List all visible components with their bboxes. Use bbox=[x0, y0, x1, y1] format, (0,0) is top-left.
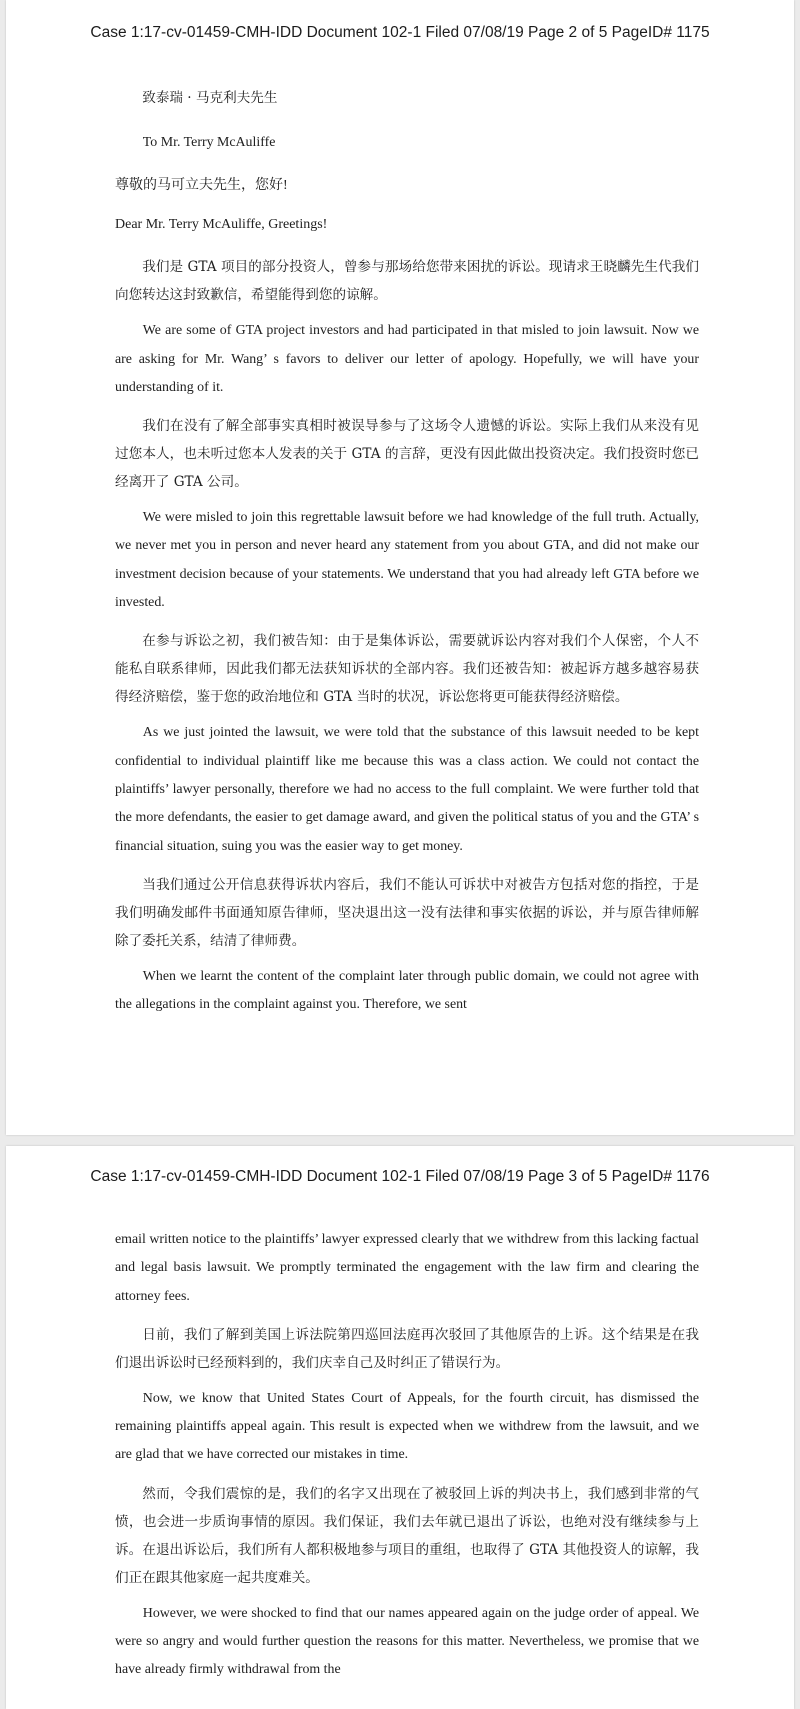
paragraph-english: When we learnt the content of the complaint later through public domain, we could not agree with the allegations in the complaint against you. Therefore, we sent bbox=[115, 968, 699, 1013]
paragraph-chinese: 当我们通过公开信息获得诉状内容后，我们不能认可诉状中对被告方包括对您的指控，于是我们明确发邮件书面通知原告律师，坚决退出这一没有法律和事实依据的诉讼，并与原告律师解除了委托关系，结清了律师费。 bbox=[115, 876, 699, 949]
document-page-3 bbox=[6, 1146, 794, 1709]
greeting-chinese: 尊敬的马可立夫先生，您好! bbox=[115, 178, 288, 194]
letter-body bbox=[115, 1226, 699, 1695]
paragraph-english: As we just jointed the lawsuit, we were told that the substance of this lawsuit needed to be kept confidential to individual plaintiff like me because this was a class action. We could not contact the plaintiffs’ lawyer personally, therefore we had no access to the full complaint. We were further told that the more defendants, the easier to get damage award, and given the political status of you and the GTA’ s financial situation, suing you was the easier way to get money. bbox=[115, 725, 699, 854]
paragraph-english: We are some of GTA project investors and had participated in that misled to join lawsuit. Now we are asking for Mr. Wang’ s favors to deliver our letter of apology. Hopefully, we will have your understanding of it. bbox=[115, 323, 699, 395]
document-page-2 bbox=[6, 0, 794, 1135]
paragraph-english: However, we were shocked to find that our names appeared again on the judge order of appeal. We were so angry and would further question the reasons for this matter. Nevertheless, we promise that we have already firmly withdrawal from the bbox=[115, 1605, 699, 1678]
case-header: Case 1:17-cv-01459-CMH-IDD Document 102-1 Filed 07/08/19 Page 2 of 5 PageID# 1175 bbox=[90, 24, 710, 41]
paragraph-chinese: 然而，令我们震惊的是，我们的名字又出现在了被驳回上诉的判决书上，我们感到非常的气愤，也会进一步质询事情的原因。我们保证，我们去年就已退出了诉讼，也绝对没有继续参与上诉。在退出诉讼后，我们所有人都积极地参与项目的重组，也取得了 GTA 其他投资人的谅解，我们正在跟其他家庭一起共度难关。 bbox=[115, 1485, 699, 1586]
paragraph-english: We were misled to join this regrettable lawsuit before we had knowledge of the full truth. Actually, we never met you in person and never heard any statement from you about GTA, and did not make our investment decision because of your statements. We understand that you had already left GTA before we invested. bbox=[115, 510, 699, 611]
case-header: Case 1:17-cv-01459-CMH-IDD Document 102-1 Filed 07/08/19 Page 3 of 5 PageID# 1176 bbox=[90, 1168, 710, 1185]
paragraph-english-continued: email written notice to the plaintiffs’ lawyer expressed clearly that we withdrew from this lacking factual and legal basis lawsuit. We promptly terminated the engagement with the law firm and clearing the attorney fees. bbox=[115, 1232, 699, 1304]
letter-title-chinese: 致泰瑞 · 马克利夫先生 bbox=[142, 90, 278, 106]
paragraph-chinese: 我们在没有了解全部事实真相时被误导参与了这场令人遗憾的诉讼。实际上我们从来没有见过您本人，也未听过您本人发表的关于 GTA 的言辞，更没有因此做出投资决定。我们投资时您已经离开了 GTA 公司。 bbox=[115, 418, 699, 491]
paragraph-chinese: 日前，我们了解到美国上诉法院第四巡回法庭再次驳回了其他原告的上诉。这个结果是在我们退出诉讼时已经预料到的，我们庆幸自己及时纠正了错误行为。 bbox=[115, 1326, 699, 1371]
greeting-english: Dear Mr. Terry McAuliffe, Greetings! bbox=[115, 217, 328, 233]
paragraph-chinese: 在参与诉讼之初，我们被告知：由于是集体诉讼，需要就诉讼内容对我们个人保密，个人不能私自联系律师，因此我们都无法获知诉状的全部内容。我们还被告知：被起诉方越多越容易获得经济赔偿，鉴于您的政治地位和 GTA 当时的状况，诉讼您将更可能获得经济赔偿。 bbox=[115, 633, 699, 706]
paragraph-chinese: 我们是 GTA 项目的部分投资人，曾参与那场给您带来困扰的诉讼。现请求王晓麟先生代我们向您转达这封致歉信，希望能得到您的谅解。 bbox=[115, 259, 699, 304]
letter-body bbox=[115, 84, 699, 1029]
letter-title-english: To Mr. Terry McAuliffe bbox=[142, 135, 276, 150]
paragraph-english: Now, we know that United States Court of Appeals, for the fourth circuit, has dismissed the remaining plaintiffs appeal again. This result is expected when we withdrew from the lawsuit, and we are glad that we have corrected our mistakes in time. bbox=[115, 1390, 699, 1463]
